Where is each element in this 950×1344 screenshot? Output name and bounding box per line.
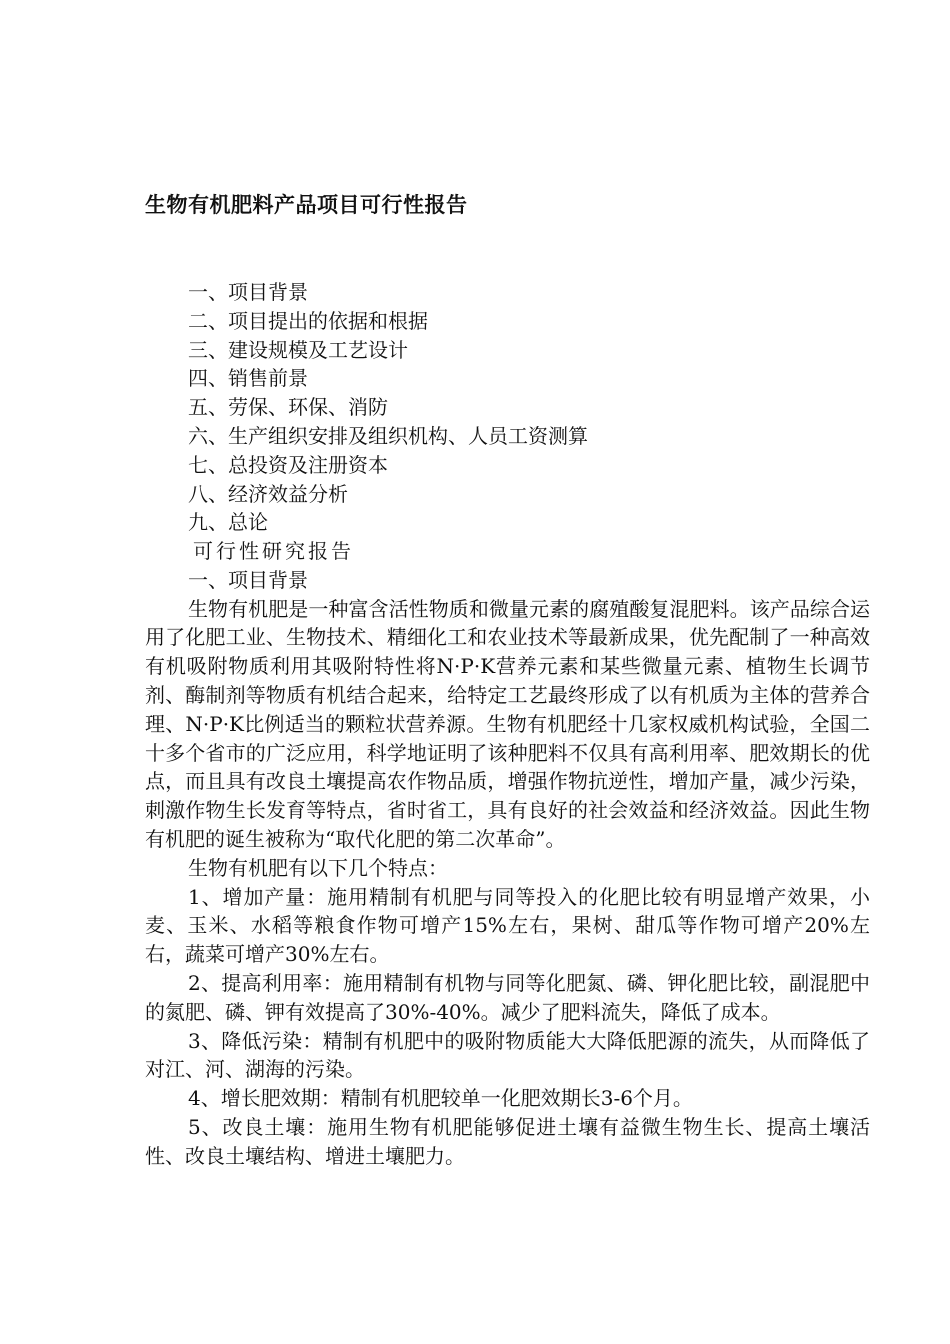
toc-item: 九、总论 [188,510,268,535]
paragraph: 生物有机肥有以下几个特点： [188,855,448,880]
paragraph: 生物有机肥是一种富含活性物质和微量元素的腐殖酸复混肥料。该产品综合运用了化肥工业、生物技术、精细化工和农业技术等最新成果，优先配制了一种高效有机吸附物质利用其吸附特性将N·P·K营养元素和某些微量元素、植物生长调节剂、酶制剂等物质有机结合起来，给特定工艺最终形成了以有机质为主体的营养合理、N·P·K比例适当的颗粒状营养源。生物有机肥经十几家权威机构试验，全国二十多个省市的广泛应用，科学地证明了该种肥料不仅具有高利用率、肥效期长的优点，而且具有改良土壤提高农作物品质，增强作物抗逆性，增加产量，减少污染，刺激作物生长发育等特点，省时省工，具有良好的社会效益和经济效益。因此生物有机肥的诞生被称为“取代化肥的第二次革命”。 [145,596,870,851]
toc-item: 二、项目提出的依据和根据 [188,308,428,333]
toc-item: 四、销售前景 [188,366,308,391]
report-subtitle: 可行性研究报告 [193,539,354,563]
toc-item: 六、生产组织安排及组织机构、人员工资测算 [188,423,588,448]
toc-item: 一、项目背景 [188,280,308,304]
table-of-contents [188,278,588,537]
document-title: 生物有机肥料产品项目可行性报告 [145,192,468,217]
toc-item: 五、劳保、环保、消防 [188,395,388,420]
paragraph: 1、增加产量：施用精制有机肥与同等投入的化肥比较有明显增产效果，小麦、玉米、水稻等粮食作物可增产15%左右，果树、甜瓜等作物可增产20%左右，蔬菜可增产30%左右。 [145,884,870,967]
paragraph: 2、提高利用率：施用精制有机物与同等化肥氮、磷、钾化肥比较，副混肥中的氮肥、磷、钾有效提高了30%-40%。减少了肥料流失，降低了成本。 [145,970,870,1024]
paragraph: 3、降低污染：精制有机肥中的吸附物质能大大降低肥源的流失，从而降低了对江、河、湖海的污染。 [145,1028,870,1082]
section-heading: 一、项目背景 [188,567,308,592]
paragraph: 5、改良土壤：施用生物有机肥能够促进土壤有益微生物生长、提高土壤活性、改良土壤结构、增进土壤肥力。 [145,1114,870,1168]
toc-item: 三、建设规模及工艺设计 [188,337,408,362]
paragraph: 4、增长肥效期：精制有机肥较单一化肥效期长3-6个月。 [188,1086,693,1111]
report-body [145,537,870,1171]
toc-item: 八、经济效益分析 [188,481,348,506]
toc-item: 七、总投资及注册资本 [188,452,388,477]
